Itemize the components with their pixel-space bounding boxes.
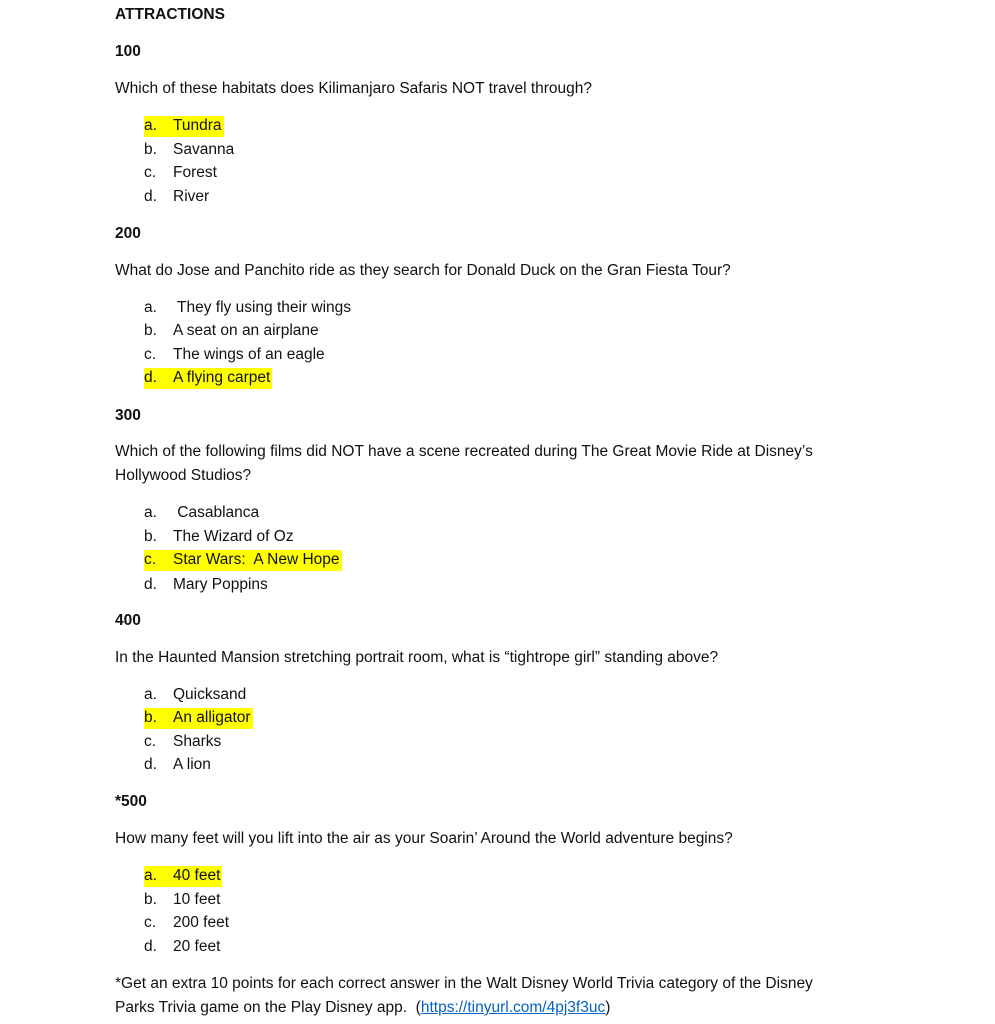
question-text: What do Jose and Panchito ride as they search for Donald Duck on the Gran Fiesta Tour?	[115, 262, 731, 279]
question-points: 200	[115, 225, 141, 242]
question-text: In the Haunted Mansion stretching portrait room, what is “tightrope girl” standing above?	[115, 649, 719, 666]
option-text: Quicksand	[173, 686, 247, 703]
option-letter: d.	[144, 369, 157, 386]
option-text: A flying carpet	[173, 369, 271, 386]
question-points: 300	[115, 407, 141, 424]
option-text: 10 feet	[173, 891, 221, 908]
option-letter: b.	[144, 322, 157, 339]
option-letter: d.	[144, 188, 157, 205]
option-letter: d.	[144, 576, 157, 593]
answer-option	[144, 321, 319, 342]
question-points: 400	[115, 612, 141, 629]
answer-option	[144, 890, 220, 911]
option-letter: a.	[144, 686, 157, 703]
answer-option	[144, 527, 294, 548]
answer-option	[144, 755, 211, 776]
answer-option	[144, 503, 259, 524]
option-text: Savanna	[173, 141, 235, 158]
answer-option	[144, 140, 234, 161]
option-letter: c.	[144, 551, 157, 568]
question-text: Which of these habitats does Kilimanjaro Safaris NOT travel through?	[115, 80, 593, 97]
option-text: Star Wars: A New Hope	[173, 551, 340, 568]
option-text: Casablanca	[173, 504, 260, 521]
tinyurl-link[interactable]: https://tinyurl.com/4pj3f3uc	[420, 999, 606, 1016]
option-letter: b.	[144, 528, 157, 545]
answer-option	[144, 685, 246, 706]
option-text: A seat on an airplane	[173, 322, 319, 339]
section-title: ATTRACTIONS	[115, 6, 225, 23]
option-text: 200 feet	[173, 914, 230, 931]
answer-option	[144, 163, 217, 184]
option-letter: a.	[144, 299, 157, 316]
option-letter: b.	[144, 891, 157, 908]
option-letter: d.	[144, 938, 157, 955]
option-letter: b.	[144, 141, 157, 158]
option-text: They fly using their wings	[173, 299, 352, 316]
option-letter: b.	[144, 709, 157, 726]
question-text-continued: Hollywood Studios?	[115, 467, 252, 484]
footnote-text: *Get an extra 10 points for each correct answer in the Walt Disney World Trivia category of the Disney	[115, 975, 813, 992]
answer-option-highlighted	[144, 708, 253, 729]
answer-option-highlighted	[144, 866, 222, 887]
answer-option	[144, 345, 325, 366]
question-points: *500	[115, 793, 147, 810]
answer-option	[144, 732, 221, 753]
option-letter: c.	[144, 346, 157, 363]
answer-option	[144, 298, 351, 319]
option-text: A lion	[173, 756, 211, 773]
answer-option	[144, 575, 268, 596]
option-letter: d.	[144, 756, 157, 773]
option-letter: a.	[144, 117, 157, 134]
answer-option	[144, 187, 209, 208]
footnote-prefix: Parks Trivia game on the Play Disney app. (	[115, 999, 421, 1016]
answer-option	[144, 937, 220, 958]
option-letter: c.	[144, 164, 157, 181]
option-text: 40 feet	[173, 867, 221, 884]
option-text: Mary Poppins	[173, 576, 268, 593]
option-letter: c.	[144, 733, 157, 750]
option-letter: a.	[144, 867, 157, 884]
option-letter: c.	[144, 914, 157, 931]
footnote-text-continued	[115, 998, 610, 1018]
answer-option-highlighted	[144, 368, 272, 389]
answer-option-highlighted	[144, 550, 342, 571]
footnote-suffix: )	[605, 999, 611, 1016]
question-text: Which of the following films did NOT have a scene recreated during The Great Movie Ride at Disney’s	[115, 443, 813, 460]
option-text: 20 feet	[173, 938, 221, 955]
option-text: Sharks	[173, 733, 222, 750]
answer-option	[144, 913, 229, 934]
question-points: 100	[115, 43, 141, 60]
option-text: Tundra	[173, 117, 222, 134]
option-text: The Wizard of Oz	[173, 528, 294, 545]
option-text: An alligator	[173, 709, 251, 726]
option-text: River	[173, 188, 210, 205]
option-text: Forest	[173, 164, 217, 181]
question-text: How many feet will you lift into the air as your Soarin’ Around the World adventure begins?	[115, 830, 733, 847]
option-text: The wings of an eagle	[173, 346, 325, 363]
option-letter: a.	[144, 504, 157, 521]
answer-option-highlighted	[144, 116, 224, 137]
